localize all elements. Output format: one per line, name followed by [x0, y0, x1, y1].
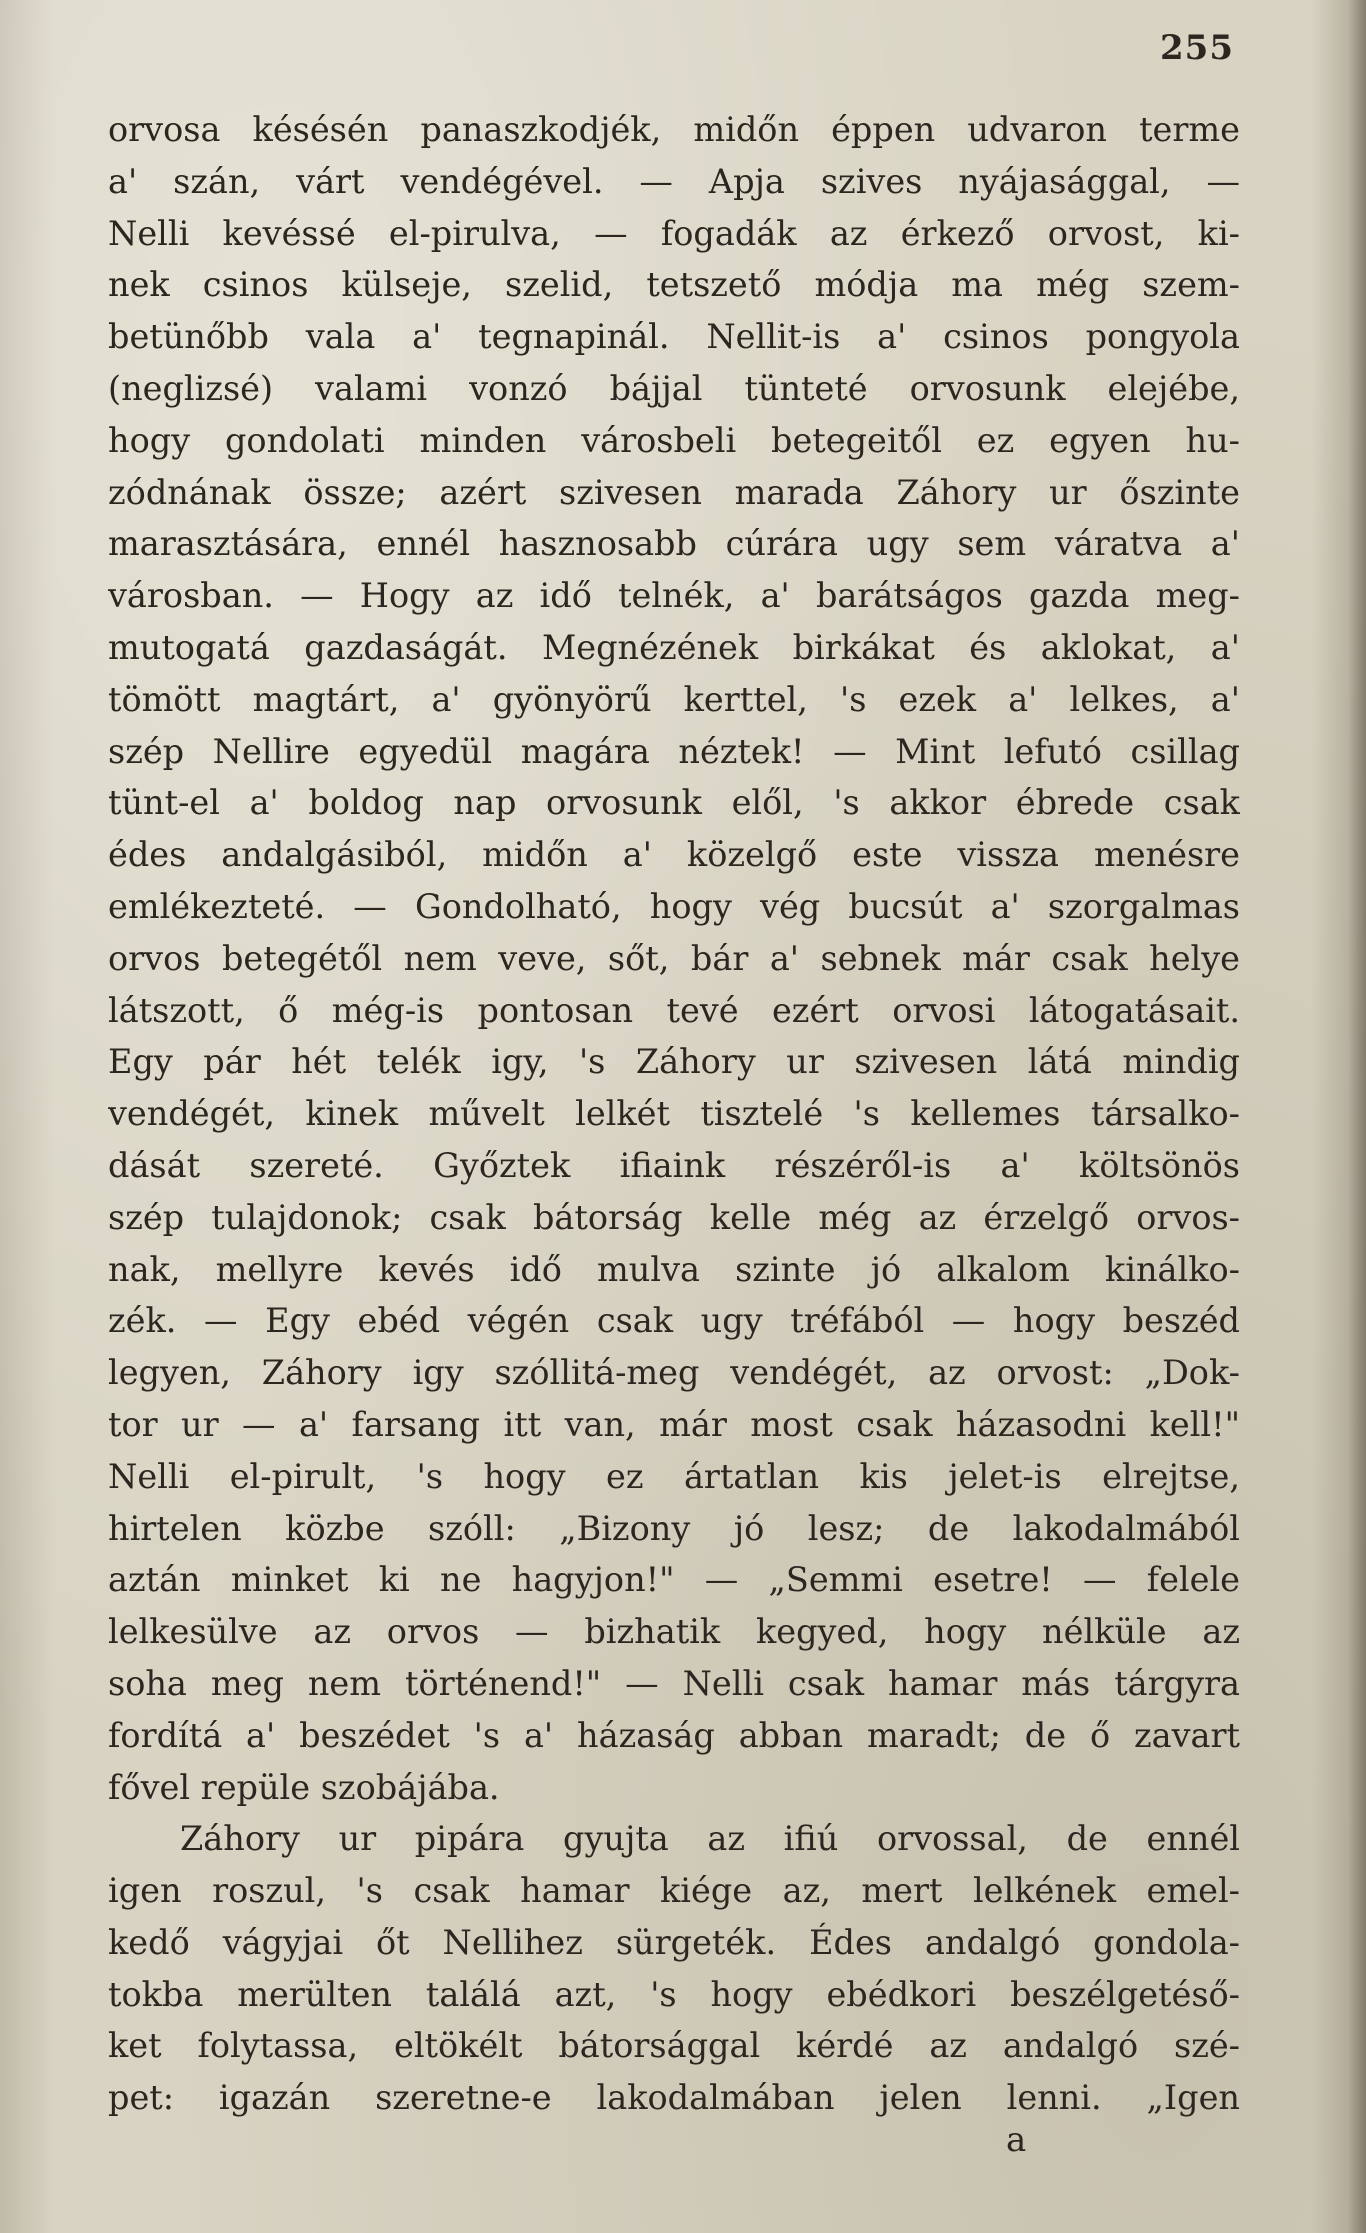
text-line: legyen, Záhory igy szóllitá-meg vendégét, az orvost: „Dok-	[108, 1353, 1240, 1393]
text-line: látszott, ő még-is pontosan tevé ezért orvosi látogatásait.	[108, 990, 1240, 1030]
text-line: szép Nellire egyedül magára néztek! — Mint lefutó csillag	[108, 731, 1240, 771]
page-edge-shadow	[1348, 0, 1366, 2233]
text-line: fordítá a' beszédet 's a' házaság abban maradt; de ő zavart	[108, 1715, 1240, 1755]
text-line: tünt-el a' boldog nap orvosunk elől, 's akkor ébrede csak	[108, 783, 1240, 823]
text-line-paragraph-end: fővel repüle szobájába.	[108, 1767, 500, 1807]
text-line: tokba merülten találá azt, 's hogy ebédkori beszélgetéső-	[108, 1974, 1240, 2014]
text-line: pet: igazán szeretne-e lakodalmában jelen lenni. „Igen	[108, 2078, 1240, 2118]
text-line: vendégét, kinek művelt lelkét tisztelé 's kellemes társalko-	[108, 1094, 1240, 1134]
text-line: édes andalgásiból, midőn a' közelgő este vissza menésre	[108, 835, 1240, 875]
text-line: mutogatá gazdaságát. Megnézének birkákat és aklokat, a'	[108, 627, 1240, 667]
text-line: orvos betegétől nem veve, sőt, bár a' sebnek már csak helye	[108, 938, 1240, 978]
text-line: soha meg nem történend!" — Nelli csak hamar más tárgyra	[108, 1663, 1240, 1703]
text-line: dását szereté. Győztek ifiaink részéről-is a' költsönös	[108, 1145, 1240, 1185]
catchword: a	[1006, 2120, 1027, 2160]
text-line: aztán minket ki ne hagyjon!" — „Semmi esetre! — felele	[108, 1560, 1240, 1600]
text-line: orvosa késésén panaszkodjék, midőn éppen udvaron terme	[108, 110, 1240, 149]
text-line-paragraph-start: Záhory ur pipára gyujta az ifiú orvossal, de ennél	[180, 1819, 1240, 1859]
text-line: igen roszul, 's csak hamar kiége az, mert lelkének emel-	[108, 1871, 1240, 1911]
text-line: zék. — Egy ebéd végén csak ugy tréfából — hogy beszéd	[108, 1301, 1240, 1341]
text-line: városban. — Hogy az idő telnék, a' barátságos gazda meg-	[108, 576, 1240, 616]
text-line: emlékezteté. — Gondolható, hogy vég bucsút a' szorgalmas	[108, 886, 1240, 926]
text-line: ket folytassa, eltökélt bátorsággal kérdé az andalgó szé-	[108, 2026, 1240, 2066]
text-line: kedő vágyjai őt Nellihez sürgeték. Édes andalgó gondola-	[108, 1922, 1240, 1962]
text-line: a' szán, várt vendégével. — Apja szives nyájasággal, —	[108, 161, 1240, 201]
text-line: marasztására, ennél hasznosabb cúrára ugy sem váratva a'	[108, 524, 1240, 564]
text-line: Nelli kevéssé el-pirulva, — fogadák az érkező orvost, ki-	[108, 213, 1240, 253]
text-line: tömött magtárt, a' gyönyörű kerttel, 's ezek a' lelkes, a'	[108, 679, 1240, 719]
text-line: zódnának össze; azért szivesen marada Záhory ur őszinte	[108, 472, 1240, 512]
text-line: (neglizsé) valami vonzó bájjal tünteté orvosunk elejébe,	[108, 368, 1240, 408]
text-line: nek csinos külseje, szelid, tetszető módja ma még szem-	[108, 265, 1240, 305]
text-line: Nelli el-pirult, 's hogy ez ártatlan kis jelet-is elrejtse,	[108, 1456, 1240, 1496]
text-line: Egy pár hét telék igy, 's Záhory ur szivesen látá mindig	[108, 1042, 1240, 1082]
text-line: nak, mellyre kevés idő mulva szinte jó alkalom kinálko-	[108, 1249, 1240, 1289]
text-line: tor ur — a' farsang itt van, már most csak házasodni kell!"	[108, 1404, 1240, 1444]
text-line: hirtelen közbe szóll: „Bizony jó lesz; de lakodalmából	[108, 1508, 1240, 1548]
text-line: hogy gondolati minden városbeli betegeitől ez egyen hu-	[108, 420, 1240, 460]
text-line: betünőbb vala a' tegnapinál. Nellit-is a' csinos pongyola	[108, 317, 1240, 357]
text-line: szép tulajdonok; csak bátorság kelle még az érzelgő orvos-	[108, 1197, 1240, 1237]
text-line: lelkesülve az orvos — bizhatik kegyed, hogy nélküle az	[108, 1612, 1240, 1652]
body-text	[108, 104, 1240, 2124]
page-number: 255	[1160, 28, 1234, 68]
